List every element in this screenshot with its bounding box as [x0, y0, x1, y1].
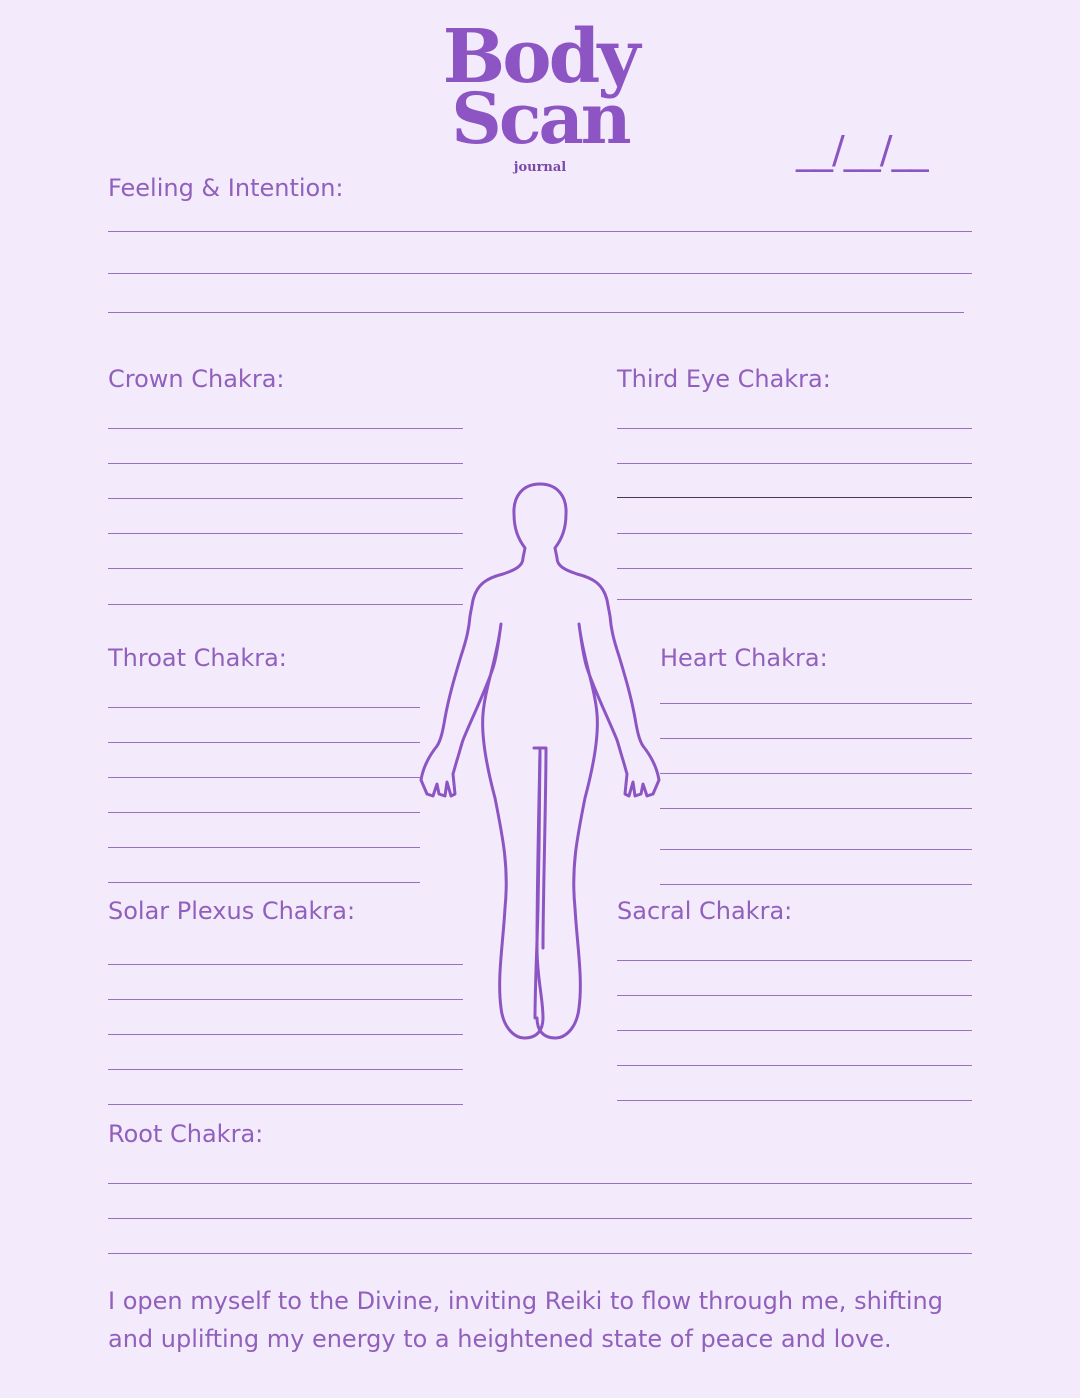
throat-chakra-label: Throat Chakra: — [108, 644, 287, 672]
crown-line[interactable] — [108, 463, 463, 464]
solar-plexus-chakra-label: Solar Plexus Chakra: — [108, 897, 356, 925]
title-subtitle: journal — [513, 160, 567, 175]
third-eye-line[interactable] — [617, 428, 972, 429]
root-chakra-label: Root Chakra: — [108, 1120, 264, 1148]
title-word-body: Body — [442, 14, 638, 100]
human-body-outline-icon — [415, 478, 665, 1048]
third-eye-line[interactable] — [617, 568, 972, 569]
throat-line[interactable] — [108, 882, 420, 883]
heart-line[interactable] — [660, 884, 972, 885]
sacral-chakra-label: Sacral Chakra: — [617, 897, 793, 925]
feeling-intention-label: Feeling & Intention: — [108, 174, 344, 202]
root-line[interactable] — [108, 1253, 972, 1254]
solar-plexus-line[interactable] — [108, 1104, 463, 1105]
solar-plexus-line[interactable] — [108, 964, 463, 965]
crown-line[interactable] — [108, 533, 463, 534]
crown-line[interactable] — [108, 428, 463, 429]
sacral-line[interactable] — [617, 1065, 972, 1066]
crown-line[interactable] — [108, 498, 463, 499]
throat-line[interactable] — [108, 742, 420, 743]
heart-chakra-label: Heart Chakra: — [660, 644, 828, 672]
feeling-line[interactable] — [108, 312, 964, 313]
heart-line[interactable] — [660, 849, 972, 850]
crown-chakra-label: Crown Chakra: — [108, 365, 285, 393]
root-line[interactable] — [108, 1183, 972, 1184]
crown-line[interactable] — [108, 604, 463, 605]
third-eye-line[interactable] — [617, 463, 972, 464]
throat-line[interactable] — [108, 777, 420, 778]
sacral-line[interactable] — [617, 1100, 972, 1101]
sacral-line[interactable] — [617, 995, 972, 996]
third-eye-line[interactable] — [617, 497, 972, 498]
date-field[interactable]: __/__/__ — [796, 128, 928, 172]
third-eye-line[interactable] — [617, 533, 972, 534]
solar-plexus-line[interactable] — [108, 1069, 463, 1070]
solar-plexus-line[interactable] — [108, 999, 463, 1000]
throat-line[interactable] — [108, 847, 420, 848]
third-eye-chakra-label: Third Eye Chakra: — [617, 365, 831, 393]
affirmation-text: I open myself to the Divine, inviting Reiki to flow through me, shifting and uplifting my energy to a heightened state of peace and love. — [108, 1287, 943, 1353]
sacral-line[interactable] — [617, 1030, 972, 1031]
third-eye-line[interactable] — [617, 599, 972, 600]
heart-line[interactable] — [660, 773, 972, 774]
title-word-scan: Scan — [451, 77, 629, 160]
heart-line[interactable] — [660, 703, 972, 704]
solar-plexus-line[interactable] — [108, 1034, 463, 1035]
crown-line[interactable] — [108, 568, 463, 569]
title-logo — [420, 14, 660, 175]
throat-line[interactable] — [108, 707, 420, 708]
throat-line[interactable] — [108, 812, 420, 813]
sacral-line[interactable] — [617, 960, 972, 961]
root-line[interactable] — [108, 1218, 972, 1219]
feeling-line[interactable] — [108, 231, 972, 232]
heart-line[interactable] — [660, 738, 972, 739]
feeling-line[interactable] — [108, 273, 972, 274]
heart-line[interactable] — [660, 808, 972, 809]
